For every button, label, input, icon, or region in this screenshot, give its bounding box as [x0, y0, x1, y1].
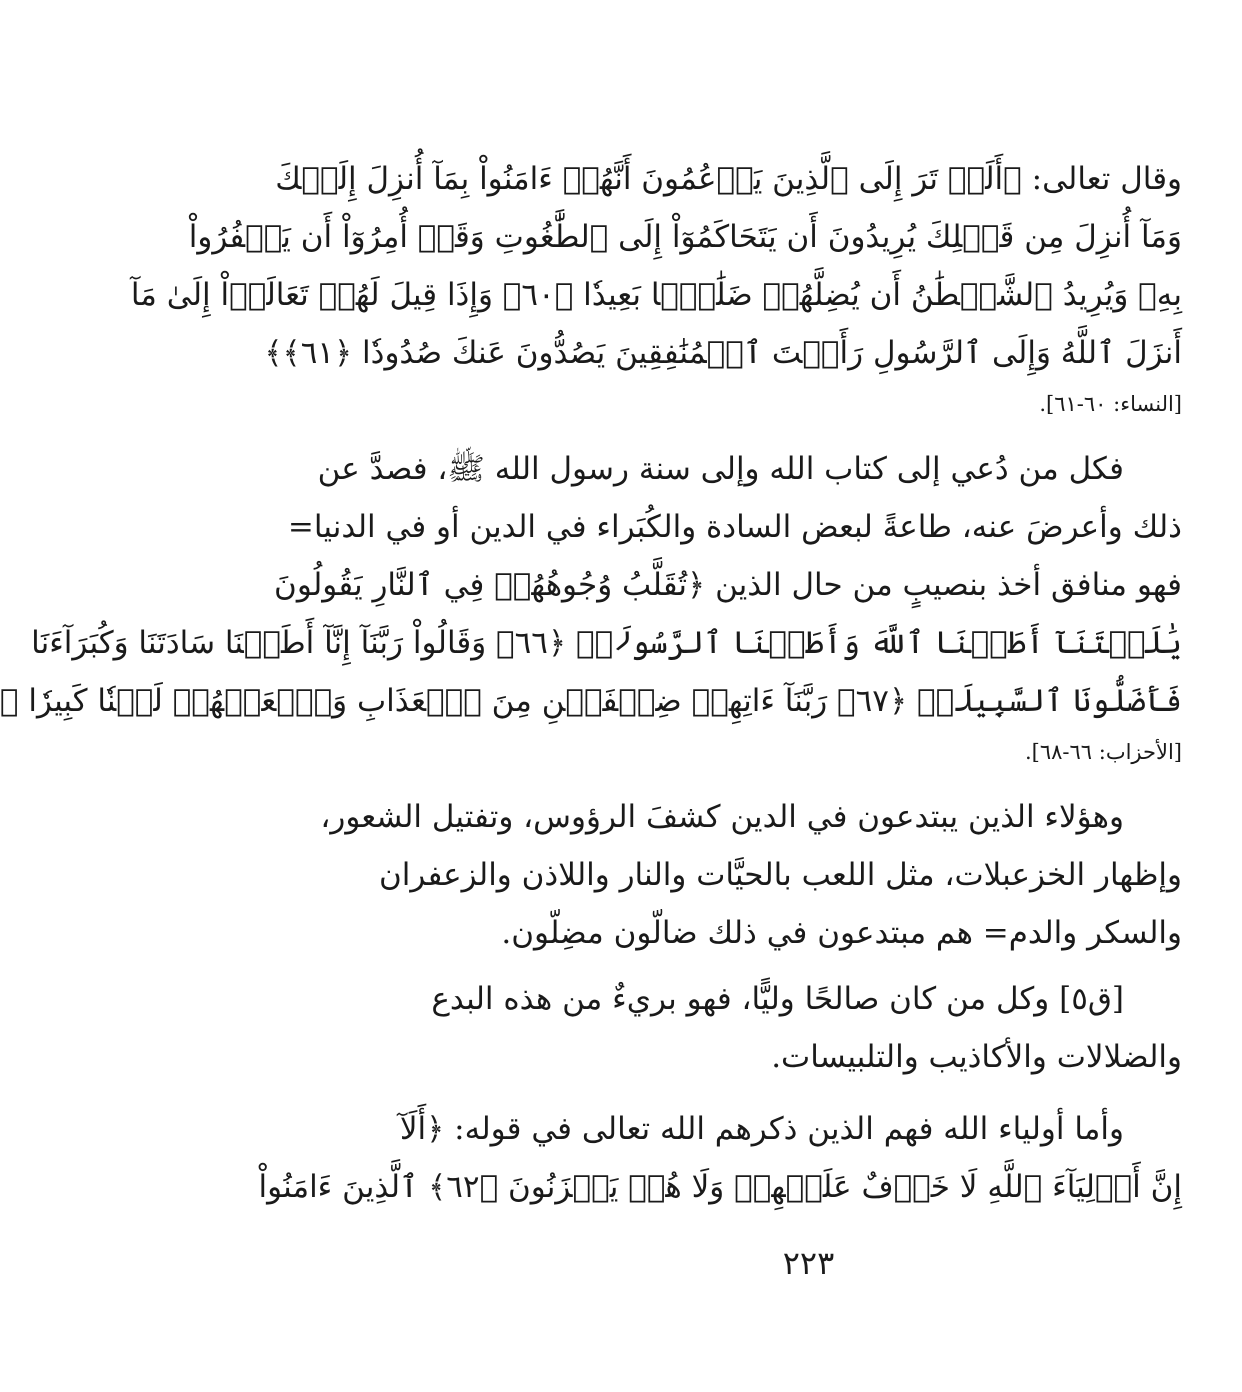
text-line: إِنَّ أَوۡلِيَآءَ ٱللَّهِ لَا خَوۡفٌ عَلَيۡهِمۡ وَلَا هُمۡ يَحۡزَنُونَ ﴿٦٢﴾ ٱلَّذِينَ ءَامَنُواْ	[258, 1169, 1182, 1205]
text-line: والسكر والدم= هم مبتدعون في ذلك ضالّون مضِلّون.	[501, 915, 1182, 951]
text-line: يَٰلَيۡتَنَآ أَطَعۡنَا ٱللَّهَ وَأَطَعۡنَا ٱلرَّسُولَا۠ ﴿٦٦﴾ وَقَالُواْ رَبَّنَآ إِنَّآ أَطَعۡنَا سَادَتَنَا وَكُبَرَآءَنَا	[31, 625, 1182, 661]
paragraph-1	[130, 150, 1182, 426]
text-line: وقال تعالى: ﴿أَلَمۡ تَرَ إِلَى ٱلَّذِينَ يَزۡعُمُونَ أَنَّهُمۡ ءَامَنُواْ بِمَآ أُنزِلَ إِلَيۡكَ	[275, 161, 1182, 197]
text-line: والضلالات والأكاذيب والتلبيسات.	[771, 1039, 1182, 1075]
text-line: فَأَضَلُّونَا ٱلسَّبِيلَا۠ ﴿٦٧﴾ رَبَّنَآ ءَاتِهِمۡ ضِعۡفَيۡنِ مِنَ ٱلۡعَذَابِ وَٱلۡعَنۡهُمۡ لَعۡنٗا كَبِيرٗا ﴿	[0, 683, 1182, 719]
text-line: أَنزَلَ ٱللَّهُ وَإِلَى ٱلرَّسُولِ رَأَيۡتَ ٱلۡمُنَٰفِقِينَ يَصُدُّونَ عَنكَ صُدُودٗا ﴿٦١﴾﴾	[264, 335, 1182, 371]
paragraph-4	[431, 970, 1182, 1086]
page-body	[0, 150, 1182, 1216]
text-line: وَمَآ أُنزِلَ مِن قَبۡلِكَ يُرِيدُونَ أَن يَتَحَاكَمُوٓاْ إِلَى ٱلطَّٰغُوتِ وَقَدۡ أُمِرُوٓاْ أَن يَكۡفُرُواْ	[188, 219, 1182, 255]
paragraph-3	[320, 788, 1182, 962]
text-line: فكل من دُعي إلى كتاب الله وإلى سنة رسول الله ﷺ، فصدَّ عن	[317, 451, 1124, 487]
text-line: وإظهار الخزعبلات، مثل اللعب بالحيَّات والنار واللاذن والزعفران	[378, 857, 1182, 893]
text-line: ذلك وأعرضَ عنه، طاعةً لبعض السادة والكُبَراء في الدين أو في الدنيا=	[287, 509, 1182, 545]
quran-reference: [النساء: ٦٠-٦١].	[1039, 392, 1182, 416]
page-number: ٢٢٣	[782, 1244, 835, 1282]
paragraph-2	[0, 440, 1182, 774]
text-line: بِهِۦ وَيُرِيدُ ٱلشَّيۡطَٰنُ أَن يُضِلَّهُمۡ ضَلَٰلَۢا بَعِيدٗا ﴿٦٠﴾ وَإِذَا قِيلَ لَهُمۡ تَعَالَوۡاْ إِلَىٰ مَآ	[130, 277, 1182, 313]
paragraph-5	[258, 1100, 1182, 1216]
text-line: فهو منافق أخذ بنصيبٍ من حال الذين ﴿تُقَلَّبُ وُجُوهُهُمۡ فِي ٱلنَّارِ يَقُولُونَ	[274, 567, 1182, 603]
text-line: وأما أولياء الله فهم الذين ذكرهم الله تعالى في قوله: ﴿أَلَآ	[399, 1111, 1124, 1147]
quran-reference: [الأحزاب: ٦٦-٦٨].	[1024, 740, 1182, 764]
text-line: وهؤلاء الذين يبتدعون في الدين كشفَ الرؤوس، وتفتيل الشعور،	[320, 799, 1124, 835]
text-line: [ق٥] وكل من كان صالحًا وليًّا، فهو بريءٌ من هذه البدع	[431, 981, 1124, 1017]
